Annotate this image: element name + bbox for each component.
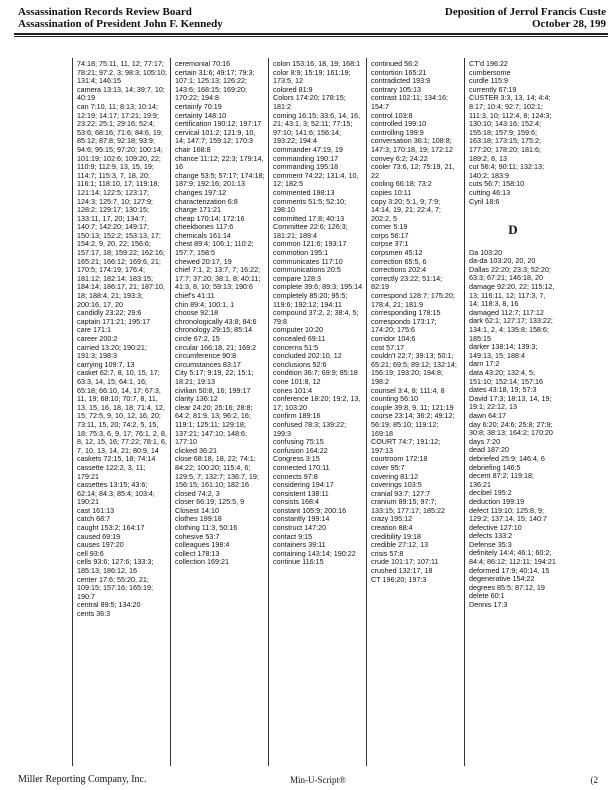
index-entry: confirm 189:16 — [273, 411, 321, 421]
index-entry: Closest 14:10 — [175, 505, 219, 515]
index-entry: candidly 23:22; 29:6 — [77, 308, 142, 318]
index-entry: City 5:17; 9:19, 22; 15:1; 18:21; 19:13 — [175, 368, 254, 386]
index-entry: Dallas 22:20; 23:3; 52:20; 63:3; 67:21; 146:18, 20 — [469, 264, 551, 283]
index-entry: contrary 105:13 — [371, 84, 421, 94]
index-entry: defective 127:10 — [469, 522, 522, 532]
index-entry: cumbersome — [469, 67, 511, 77]
index-entry: changes 197:12 — [175, 187, 227, 197]
index-entry: counting 56:10 — [371, 394, 419, 404]
index-entry: cut 56:4; 90:11; 132:13; 140:2; 183:9 — [469, 162, 544, 180]
index-entry: chest 89:4; 106:1; 110:2; 157:7; 158:5 — [175, 239, 254, 258]
index-entry: definitely 14:4; 46:1; 60:2; 84:4; 86:12; 112:11; 194:21 — [469, 548, 556, 567]
footer-company: Miller Reporting Company, Inc. — [18, 774, 147, 785]
index-entry: Congress 3:15 — [273, 454, 320, 464]
index-entry: control 103:8 — [371, 110, 413, 120]
index-entry: computer 10:20 — [273, 325, 323, 335]
index-entry: cell 93:6 — [77, 548, 104, 558]
index-entry: connects 97:8 — [273, 471, 318, 481]
index-entry: collection 169:21 — [175, 557, 229, 567]
index-entry: closed 74:2, 3 — [175, 488, 220, 498]
index-entry: couldn't 22:7; 39:13; 50:1; 65:21; 69:5; 89:12; 132:14; 156:19; 193:20; 194:8; 198:2 — [371, 351, 457, 386]
index-entry: decibel 195:2 — [469, 488, 512, 498]
index-entry: Defense 35:3 — [469, 539, 512, 549]
index-entry: carrying 109:7, 13 — [77, 359, 135, 369]
index-entry: chief's 41:11 — [175, 291, 215, 301]
index-entry: common 121:6; 193:17 — [273, 239, 347, 249]
index-entry: coverings 103:5 — [371, 480, 422, 490]
index-entry: cassette 122:2, 3, 11; 179:21 — [77, 462, 146, 481]
index-entry: crisis 57:8 — [371, 548, 404, 558]
index-entry: confusing 75:15 — [273, 437, 324, 447]
index-entry: consists 168:4 — [273, 497, 319, 507]
index-entry: couple 39:8, 9, 11; 121:19 — [371, 402, 454, 412]
index-entry: delete 60:1 — [469, 591, 505, 601]
index-entry: commander 47:19, 19 — [273, 144, 343, 154]
index-entry: correctly 23:22; 51:14; 82:19 — [371, 273, 443, 292]
index-entry: collect 178:13 — [175, 548, 220, 558]
index-entry: commanding 195:18 — [273, 162, 339, 172]
index-entry: deduction 199:19 — [469, 496, 525, 506]
index-entry: corrections 202:4 — [371, 265, 427, 275]
index-entry: containers 39:11 — [273, 540, 326, 550]
index-entry: cheekbones 117:6 — [175, 222, 234, 232]
index-entry: Da 103:20 — [469, 247, 503, 257]
index-entry: defect 119:10; 125:8, 9; 129:2; 137:14, 15; 140:7 — [469, 505, 547, 524]
index-entry: course 23:14; 36:2; 49:12; 56:19; 85:10; 119:12; 169:18 — [371, 411, 455, 438]
index-entry: darn 17:2 — [469, 359, 500, 369]
index-entry: degrees 85:5; 87:12, 19 — [469, 582, 545, 592]
index-entry: compound 37:2, 2; 38:4, 5; 79:8 — [273, 308, 359, 326]
index-entry: courtroom 172:18 — [371, 454, 428, 464]
index-entry: colon 153:16, 18, 19; 168:1 — [273, 59, 361, 68]
index-entry: caught 153:2; 164:17 — [77, 523, 145, 533]
index-entry: certainty 148:10 — [175, 110, 227, 120]
index-entry: colored 81:9 — [273, 84, 313, 94]
index-entry: damage 92:20, 22; 115:12, 13; 116:11, 12; 117:3, 7, 14; 118:3, 8, 16 — [469, 282, 555, 309]
index-entry: commotion 195:1 — [273, 248, 329, 258]
index-entry: considering 194:17 — [273, 480, 334, 490]
index-column-5 — [464, 58, 560, 766]
footer-script: Min-U-Script® — [290, 775, 346, 785]
header-rule-thin — [14, 36, 608, 37]
index-entry: chance 11:12; 22:3; 179:14, 16 — [175, 153, 264, 172]
index-entry: close 68:18, 18, 22; 74:1; 84:22; 100:20; 115:4, 6; 129:5, 7; 132:7; 136:7, 19; 156:15; 161:10; 182:16 — [175, 454, 259, 490]
index-entry: cast 161:13 — [77, 505, 115, 515]
index-entry: da-da 103:20, 20, 20 — [469, 256, 536, 266]
index-entry: days 7:20 — [469, 436, 501, 446]
index-entry: constantly 199:14 — [273, 514, 330, 524]
index-entry: conference 18:20; 19:2, 13, 17; 103:20 — [273, 394, 361, 412]
index-entry: CT 196:20; 197:3 — [371, 574, 427, 584]
index-entry: data 43:20; 132:4, 5; 151:10; 152:14; 157:16 — [469, 368, 543, 386]
index-entry: concluded 202:10, 12 — [273, 351, 342, 361]
index-column-1 — [72, 58, 170, 766]
index-entry: cones 101:4 — [273, 385, 313, 395]
index-columns — [72, 58, 608, 766]
index-entry: carried 13:20; 190:21; 191:3; 198:3 — [77, 342, 147, 361]
index-entry: Cyril 18:6 — [469, 196, 500, 206]
index-entry: deformed 17:9; 40:14, 15 — [469, 565, 550, 575]
index-entry: cranium 89:15; 97:7; 133:15; 177:17; 185:22 — [371, 497, 445, 515]
index-entry: CT'd 196:22 — [469, 59, 508, 68]
index-entry: David 17:3; 18:13, 14, 19; 19:1; 22:12, 13 — [469, 393, 552, 412]
index-entry: contrast 102:11; 134:16; 154:7 — [371, 93, 448, 111]
index-entry: Colors 174:20; 178:15; 181:2 — [273, 93, 346, 111]
index-entry: charge 171:21 — [175, 205, 221, 215]
index-entry: debriefing 146:5 — [469, 462, 521, 472]
index-entry: COURT 74:7; 191:12; 197:13 — [371, 437, 441, 455]
index-entry: comment 74:22; 131:4, 10, 12; 182:5 — [273, 170, 359, 189]
index-entry: cranial 93:7; 127:7 — [371, 488, 431, 498]
index-entry: color 8:9; 15:19; 161:19; 173:5, 12 — [273, 67, 351, 86]
index-entry: cheap 170:14; 172:16 — [175, 213, 245, 223]
index-entry: corps 56:17 — [371, 230, 409, 240]
index-entry: chair 168:8 — [175, 144, 211, 154]
index-entry: cooling 66:18; 73:2 — [371, 179, 432, 189]
index-entry: copies 10:11 — [371, 187, 412, 197]
index-entry: characterization 6:8 — [175, 196, 238, 206]
index-entry: cuts 56:7; 158:10 — [469, 179, 525, 189]
index-entry: day 6:20; 24:6; 25:8; 27:9; 30:8; 38:13; 164:2; 170:20 — [469, 419, 553, 438]
index-entry: cents 36:3 — [77, 609, 111, 618]
index-entry: compare 128:3 — [273, 273, 321, 283]
index-entry: dead 187:20 — [469, 445, 509, 455]
index-entry: cervical 101:2; 121:9, 10, 14; 147:7; 159:12; 170:3 — [175, 127, 256, 146]
index-entry: clarity 136:12 — [175, 394, 218, 404]
index-entry: circumstances 83:17 — [175, 359, 241, 369]
index-entry: creation 88:4 — [371, 523, 413, 533]
index-entry: committed 17:8; 40:13 — [273, 213, 345, 223]
index-entry: corpse 37:1 — [371, 239, 409, 249]
index-entry: coming 16:15; 33:6, 14, 16, 21; 43:1, 3; 52:11; 77:15; 97:10; 141:6; 156:14; 193:22; 194:4 — [273, 110, 361, 146]
index-entry: credibility 19:18 — [371, 531, 421, 541]
index-entry: confused 78:3; 139:22; 199:3 — [273, 419, 347, 438]
index-entry: catch 68:7 — [77, 514, 111, 524]
header-case-title: Assassination of President John F. Kennedy — [18, 18, 223, 30]
index-entry: career 200:2 — [77, 334, 118, 343]
index-entry: clothes 199:18 — [175, 514, 222, 524]
index-entry: care 171:1 — [77, 325, 111, 335]
index-entry: central 89:5; 134:20 — [77, 600, 141, 610]
index-entry: dark 62:1; 127:17; 133:22; 134:1, 2, 4; 135:8; 158:6; 185:15 — [469, 316, 553, 343]
index-entry: CUSTER 3:3, 13, 14; 4:4; 8:17; 10:4; 92:7; 102:1; 111:3, 10; 112:4, 8; 124:3; 130:10; 143:16; 152:4; 155:18; 157:9; 159:6; 163:18; 173:15; 175:2; 177:20; 178:20; 181:6; 189:2, 8, 13 — [469, 93, 552, 163]
index-entry: chief 7:1, 2; 13:7, 7; 16:22; 17:7; 37:20; 38:1, 8; 40:11; 41:3, 8, 10; 59:13; 190:6 — [175, 265, 261, 292]
index-column-2 — [170, 58, 268, 766]
index-entry: change 53:5; 57:17; 174:18; 187:9; 192:16; 201:13 — [175, 170, 265, 189]
index-entry: communicates 117:10 — [273, 256, 343, 266]
index-entry: cassettes 13:15; 43:6; 62:14; 84:3; 85:4; 103:4; 190:21 — [77, 480, 155, 507]
index-entry: center 17:6; 55:20, 21; 109:15; 157:16; 165:19; 190:7 — [77, 574, 153, 601]
index-entry: corridor 104:6 — [371, 334, 416, 343]
index-entry: chewed 20:17, 19 — [175, 256, 232, 266]
index-entry: concealed 69:11 — [273, 334, 326, 343]
header-deposition-date: October 28, 199 — [531, 18, 606, 30]
index-entry: containing 143:14; 190:22 — [273, 548, 356, 558]
index-entry: chronologically 43:8; 84:6 — [175, 316, 257, 326]
index-entry: chin 89:4; 100:1, 1 — [175, 299, 235, 309]
index-entry: conclusions 52:6 — [273, 359, 327, 369]
index-entry: Dennis 17:3 — [469, 600, 508, 610]
index-entry: continued 56:2 — [371, 59, 419, 68]
index-entry: construct 147:20 — [273, 523, 327, 533]
index-entry: comments 51:5; 52:10; 198:10 — [273, 196, 347, 215]
index-column-4 — [366, 58, 464, 766]
footer-page: (2 — [590, 775, 598, 785]
index-entry: dawn 64:17 — [469, 410, 507, 420]
index-entry: contortion 165:21 — [371, 67, 427, 77]
index-entry: clicked 36:21 — [175, 445, 217, 455]
header-board-title: Assassination Records Review Board — [18, 6, 192, 18]
index-entry: choose 92:18 — [175, 308, 219, 318]
index-entry: corresponding 178:15 — [371, 308, 441, 318]
index-entry: currently 67:19 — [469, 84, 517, 94]
index-entry: debriefed 25:9; 146:4, 6 — [469, 453, 545, 463]
index-entry: corner 5:19 — [371, 222, 408, 232]
index-entry: controlled 199:10 — [371, 119, 427, 129]
index-entry: cutting 46:13 — [469, 187, 511, 197]
index-entry: connected 170:11 — [273, 462, 330, 472]
index-entry: 74:18; 75:11, 11, 12; 77:17; 78:21; 97:2, 3; 98:3; 105:10; 131:4; 146:15 — [77, 59, 167, 86]
index-entry: conversation 36:1; 108:8; 147:3; 170:18, 19; 172:12 — [371, 136, 453, 154]
index-entry: certification 190:12; 197:17 — [175, 119, 262, 129]
index-entry: concerns 51:5 — [273, 342, 319, 352]
index-entry: certain 31:6; 49:17; 79:3; 107:1; 125:13; 126:22; 143:6; 168:15; 169:20; 170:22; 194:8 — [175, 67, 255, 103]
index-entry: correspond 128:7; 175:20; 178:4, 21; 181:9 — [371, 291, 455, 309]
index-entry: colleagues 198:4 — [175, 540, 230, 550]
index-entry: crazy 195:12 — [371, 514, 413, 524]
index-entry: credible 27:12, 13 — [371, 540, 429, 550]
index-entry: constant 105:9; 200:16 — [273, 505, 347, 515]
index-entry: defects 133:2 — [469, 531, 513, 541]
index-entry: cohesive 53:7 — [175, 531, 220, 541]
header-right — [445, 6, 606, 30]
index-entry: crude 101:17; 107:11 — [371, 557, 439, 567]
index-entry: darker 138:14; 139:3; 149:13, 15; 188:4 — [469, 342, 538, 360]
header-left — [18, 6, 223, 30]
index-entry: chronology 29:15; 85:14 — [175, 325, 253, 335]
index-entry: clothing 11:3, 50:16 — [175, 523, 238, 533]
index-entry: dates 43:18, 19; 57:3 — [469, 385, 537, 395]
index-entry: certainly 70:19 — [175, 101, 222, 111]
index-entry: circular 166:18, 21; 169:2 — [175, 342, 257, 352]
index-entry: commented 198:13 — [273, 187, 335, 197]
index-entry: consistent 138:11 — [273, 488, 329, 498]
index-entry: cover 95:7 — [371, 462, 405, 472]
index-entry: covering 81:12 — [371, 471, 419, 481]
index-entry: cone 101:8, 12 — [273, 376, 321, 386]
index-entry: corresponds 173:17; 174:20; 175:6 — [371, 316, 437, 335]
index-entry: can 7:10, 11; 8:13; 10:14; 12:19; 14:17; 17:21; 19:9; 23:22; 25:1; 29:16; 52:4; 53:6; 68:16; 71:6; 84:6, 19; 85:12; 87:8; 92:18; 93:9; 94:6; 95:15; 97:20; 100:14; 101:19; 102:6; 109:20, 22; 110:9; 112:9, 13, 15, 19; 114:7; 115:3, 7, 18, 20; 116:1; 118:10, 17; 119:18; 121:14; 122:5; 123:17; 124:3; 125:7, 10; 127:9; 128:2; 129:17; 130:15; 133:11, 17, 20; 134:7; 140:7; 142:20; 149:17; 150:13; 152:2; 153:13, 17; 154:2, 9, 20, 22; 156:6; 157:17, 18; 159:22; 162:16; 165:21; 166:12; 169:6, 21; 170:5; 174:19; 176:4; 181:12; 182:14; 183:15; 184:14; 186:17, 21; 187:10, 18; 188:4, 21; 193:3; 200:16, 17, 20 — [77, 101, 165, 309]
index-entry: causes 197:20 — [77, 540, 124, 550]
index-entry: civilian 50:8, 16; 199:17 — [175, 385, 251, 395]
index-entry: caused 69:19 — [77, 531, 121, 541]
index-entry: contradicted 193:9 — [371, 76, 431, 86]
index-entry: crushed 132:17, 18 — [371, 566, 433, 576]
index-entry: completely 85:20; 95:5; 119:6; 192:12; 194:11 — [273, 291, 348, 309]
index-entry: captain 171:21; 195:17 — [77, 316, 151, 326]
index-entry: ceremonial 70:16 — [175, 59, 231, 68]
header-deposition-title: Deposition of Jerrol Francis Custe — [444, 6, 606, 18]
index-entry: curdle 115:9 — [469, 76, 509, 86]
index-entry: cost 57:17 — [371, 342, 405, 352]
index-entry: caskets 72:15, 18; 74:14 — [77, 454, 156, 464]
index-entry: circumference 90:8 — [175, 351, 237, 361]
index-entry: casket 62:7, 8, 10, 15, 17; 63:3, 14, 15; 64:1, 16; 65:18; 66:10, 14, 17; 67:3, 11, 19; 68:10; 70:7, 8, 11, 13, 15, 16, 18, 18; 71:4, 12, 15; 72:5, 9, 10, 12, 16, 20; 73:11, 15, 20; 74:2, 5, 15, 18; 75:3, 6, 9, 17; 76:1, 2, 8, 8, 12, 15, 16; 77:22; 78:1, 6, 7, 10, 13, 14, 21; 80:9, 14 — [77, 368, 167, 455]
header-rule — [14, 33, 608, 35]
index-entry: degenerative 154:22 — [469, 574, 535, 584]
index-entry: circle 67:2, 15 — [175, 334, 220, 343]
index-entry: chemicals 161:14 — [175, 230, 231, 240]
index-entry: condition 36:7; 69:9; 85:18 — [273, 368, 358, 378]
index-entry: complete 39:6; 89:3; 195:14 — [273, 282, 363, 292]
index-entry: confusion 164:22 — [273, 445, 328, 455]
index-entry: damaged 112:7; 117:12 — [469, 307, 544, 317]
index-entry: corpsmen 45:12 — [371, 248, 423, 258]
index-entry: counsel 3:4, 8; 111:4, 8 — [371, 385, 445, 395]
index-entry: communications 20:5 — [273, 265, 341, 275]
index-entry: correction 65:5, 6 — [371, 256, 427, 266]
index-entry: camera 13:13, 14; 39:7, 10; 40:19 — [77, 84, 165, 103]
index-entry: convey 6:2; 24:22 — [371, 153, 428, 163]
index-entry: Committee 22:6; 126:3; 181:21; 189:4 — [273, 222, 348, 240]
index-entry: continue 116:15 — [273, 557, 324, 567]
section-letter-heading: D — [508, 222, 518, 238]
index-entry: controlling 199:9 — [371, 127, 424, 137]
index-entry: contact 9:15 — [273, 531, 313, 541]
index-entry: cooler 73:6, 12; 75:19, 21, 22 — [371, 162, 455, 180]
index-entry: clear 24:20; 25:16; 28:8; 64:2; 81:9, 13; 96:2, 16; 119:1; 125:11; 129:18; 137:21; 147:10; 148:6; 177:10 — [175, 402, 253, 447]
index-column-3 — [268, 58, 366, 766]
index-entry: cells 93:6; 127:6; 133:3; 185:13; 186:12, 16 — [77, 557, 154, 576]
index-entry: copy 3:20; 5:1, 9; 7:9; 14:14, 19, 21; 22:4, 7; 202:2, 5 — [371, 196, 441, 223]
index-entry: decent 87:2; 119:18; 136:21 — [469, 471, 535, 489]
index-entry: closer 66:19; 125:5, 9 — [175, 497, 245, 507]
index-entry: commanding 190:17 — [273, 153, 339, 163]
